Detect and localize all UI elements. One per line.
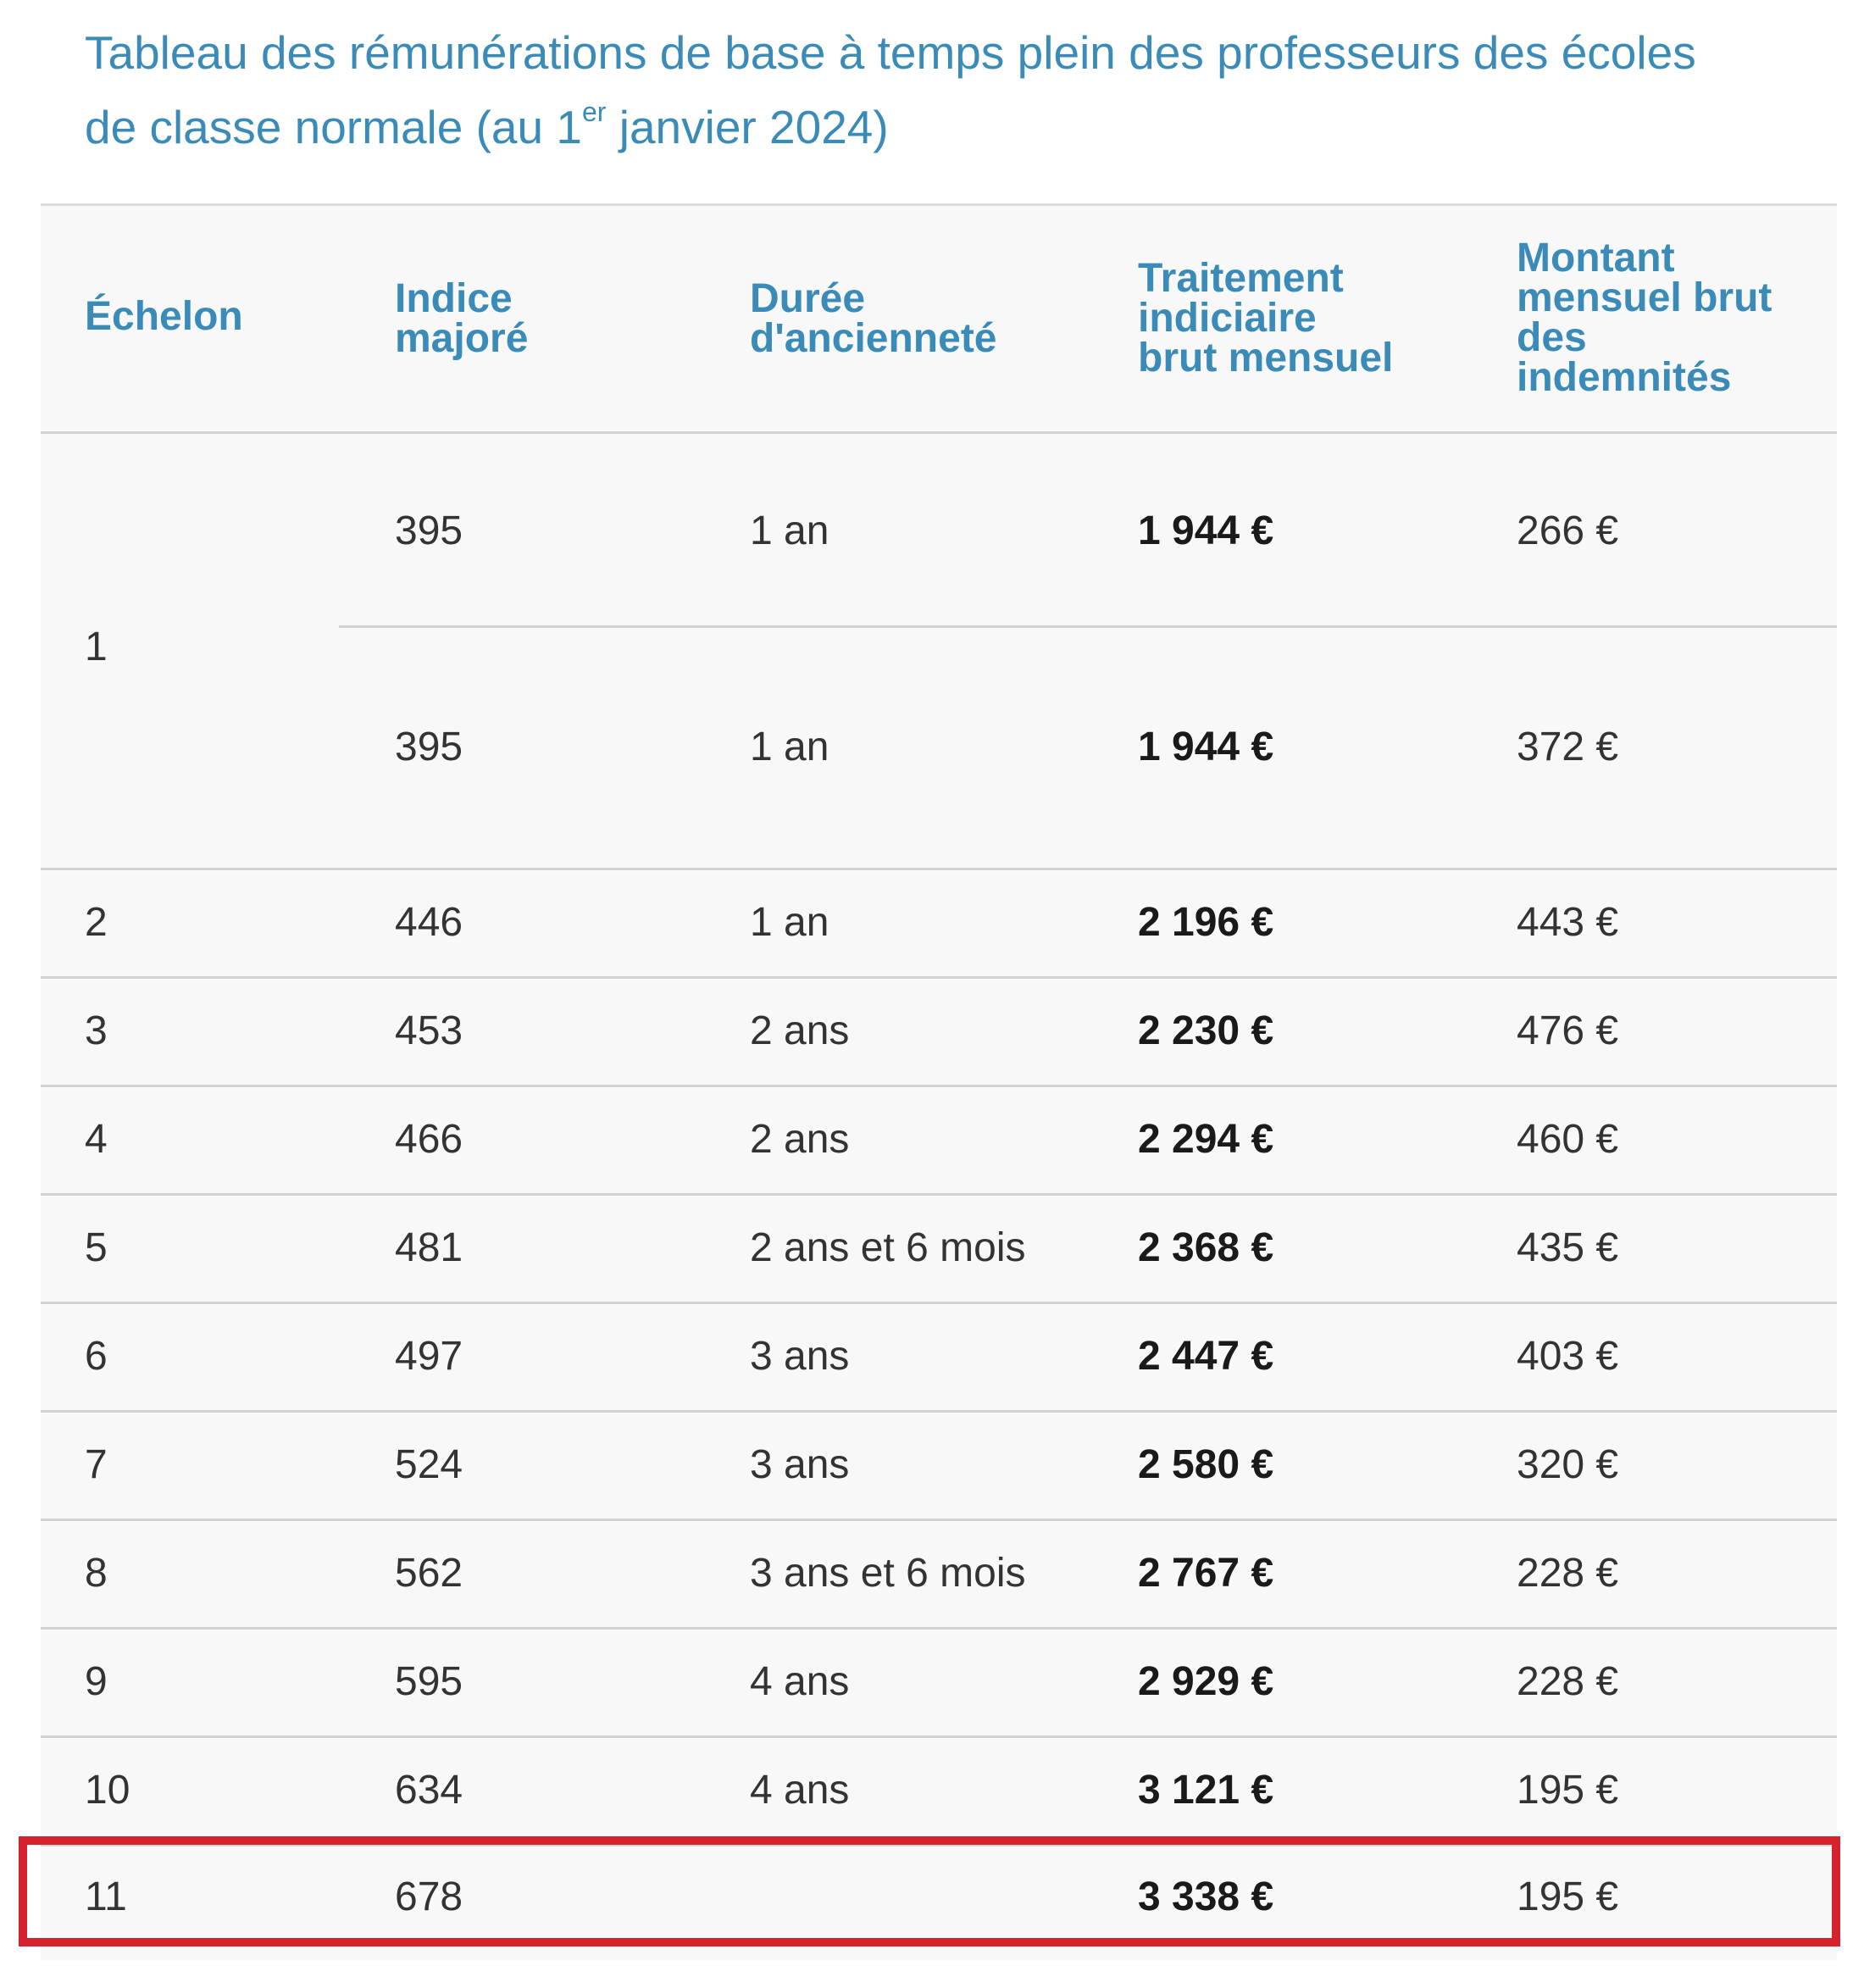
cell-duree: 3 ans et 6 mois bbox=[750, 1551, 1026, 1596]
highlight-box bbox=[19, 1836, 1840, 1946]
title-line-2-suffix: janvier 2024) bbox=[606, 101, 889, 153]
cell-traitement: 3 338 € bbox=[1138, 1874, 1274, 1919]
header-duree-anciennete: Durée d'ancienneté bbox=[750, 276, 997, 361]
cell-indice: 562 bbox=[395, 1551, 463, 1596]
cell-traitement: 2 767 € bbox=[1138, 1551, 1274, 1596]
cell-duree: 4 ans bbox=[750, 1768, 850, 1813]
cell-echelon: 10 bbox=[85, 1768, 130, 1813]
cell-montant: 320 € bbox=[1517, 1442, 1619, 1487]
cell-duree: 1 an bbox=[750, 900, 829, 945]
title-line-1: Tableau des rémunérations de base à temps plein des professeurs des écoles bbox=[85, 26, 1696, 79]
cell-montant: 435 € bbox=[1517, 1225, 1619, 1270]
header-traitement: Traitement indiciaire brut mensuel bbox=[1138, 256, 1394, 380]
cell-indice: 595 bbox=[395, 1659, 463, 1704]
salary-table bbox=[41, 203, 1837, 1960]
title-line-2-prefix: de classe normale (au 1 bbox=[85, 101, 582, 153]
table-row bbox=[41, 870, 1837, 979]
cell-indice: 678 bbox=[395, 1874, 463, 1919]
cell-montant: 372 € bbox=[1517, 725, 1619, 769]
cell-traitement: 2 368 € bbox=[1138, 1225, 1274, 1270]
cell-duree: 2 ans et 6 mois bbox=[750, 1225, 1026, 1270]
cell-duree: 3 ans bbox=[750, 1334, 850, 1379]
cell-traitement: 2 294 € bbox=[1138, 1117, 1274, 1162]
cell-traitement: 1 944 € bbox=[1138, 725, 1274, 769]
cell-traitement: 2 447 € bbox=[1138, 1334, 1274, 1379]
table-row bbox=[41, 1521, 1837, 1630]
header-montant-indemnites: Montant mensuel brut des indemnités bbox=[1517, 236, 1772, 400]
cell-duree: 1 an bbox=[750, 508, 829, 553]
table-header bbox=[41, 206, 1837, 434]
cell-traitement: 2 929 € bbox=[1138, 1659, 1274, 1704]
cell-indice: 634 bbox=[395, 1768, 463, 1813]
cell-traitement: 1 944 € bbox=[1138, 508, 1274, 553]
cell-indice: 446 bbox=[395, 900, 463, 945]
cell-echelon: 5 bbox=[85, 1225, 108, 1270]
cell-traitement: 2 230 € bbox=[1138, 1008, 1274, 1053]
cell-montant: 460 € bbox=[1517, 1117, 1619, 1162]
cell-indice: 395 bbox=[395, 725, 463, 769]
cell-indice: 395 bbox=[395, 508, 463, 553]
table-row bbox=[41, 1196, 1837, 1304]
table-row bbox=[41, 1738, 1837, 1846]
cell-duree: 3 ans bbox=[750, 1442, 850, 1487]
cell-echelon: 7 bbox=[85, 1442, 108, 1487]
table-row bbox=[41, 1630, 1837, 1738]
cell-montant: 195 € bbox=[1517, 1768, 1619, 1813]
sub-row-divider bbox=[339, 625, 1837, 628]
cell-echelon: 1 bbox=[85, 625, 108, 669]
table-row bbox=[41, 1304, 1837, 1413]
cell-montant: 403 € bbox=[1517, 1334, 1619, 1379]
header-echelon: Échelon bbox=[85, 294, 243, 339]
header-indice-majore: Indice majoré bbox=[395, 276, 529, 361]
cell-montant: 228 € bbox=[1517, 1551, 1619, 1596]
cell-duree: 2 ans bbox=[750, 1117, 850, 1162]
table-row bbox=[41, 979, 1837, 1087]
cell-echelon: 9 bbox=[85, 1659, 108, 1704]
cell-indice: 466 bbox=[395, 1117, 463, 1162]
cell-echelon: 6 bbox=[85, 1334, 108, 1379]
cell-montant: 228 € bbox=[1517, 1659, 1619, 1704]
cell-indice: 497 bbox=[395, 1334, 463, 1379]
cell-montant: 266 € bbox=[1517, 508, 1619, 553]
cell-traitement: 3 121 € bbox=[1138, 1768, 1274, 1813]
table-row bbox=[41, 1087, 1837, 1196]
cell-echelon: 3 bbox=[85, 1008, 108, 1053]
page-title bbox=[85, 15, 1830, 164]
title-superscript: er bbox=[581, 97, 607, 127]
cell-indice: 524 bbox=[395, 1442, 463, 1487]
cell-duree: 4 ans bbox=[750, 1659, 850, 1704]
cell-echelon: 11 bbox=[85, 1874, 127, 1919]
cell-traitement: 2 196 € bbox=[1138, 900, 1274, 945]
table-row bbox=[41, 1413, 1837, 1521]
cell-echelon: 4 bbox=[85, 1117, 108, 1162]
cell-indice: 481 bbox=[395, 1225, 463, 1270]
cell-montant: 443 € bbox=[1517, 900, 1619, 945]
table-row-echelon-1 bbox=[41, 434, 1837, 870]
cell-echelon: 2 bbox=[85, 900, 108, 945]
cell-duree: 2 ans bbox=[750, 1008, 850, 1053]
cell-montant: 195 € bbox=[1517, 1874, 1619, 1919]
cell-echelon: 8 bbox=[85, 1551, 108, 1596]
cell-indice: 453 bbox=[395, 1008, 463, 1053]
cell-traitement: 2 580 € bbox=[1138, 1442, 1274, 1487]
cell-montant: 476 € bbox=[1517, 1008, 1619, 1053]
cell-duree: 1 an bbox=[750, 725, 829, 769]
